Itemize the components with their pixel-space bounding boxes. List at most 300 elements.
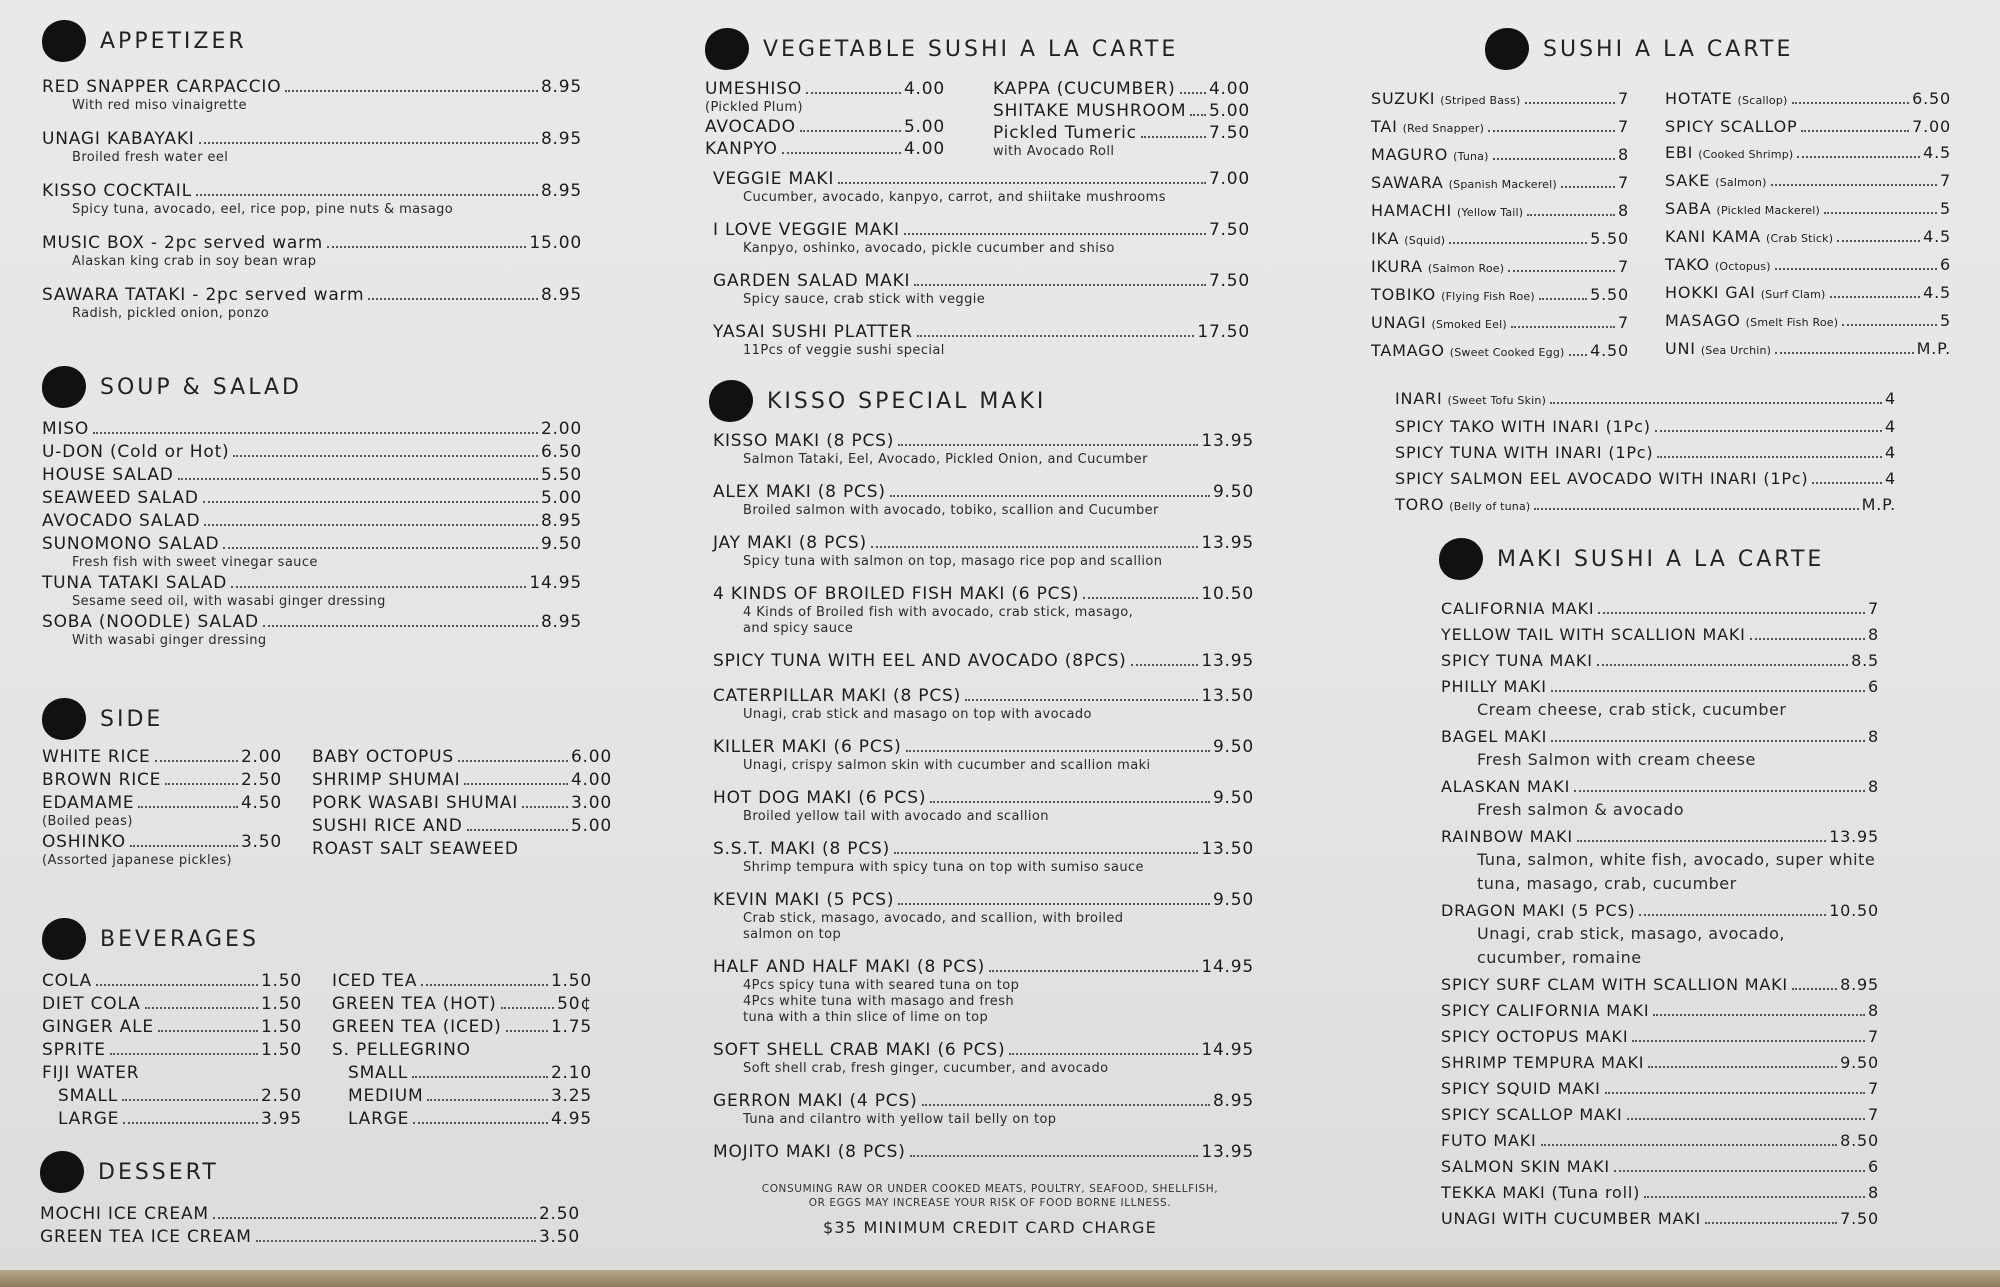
menu-item-price: 8 — [1868, 777, 1879, 796]
menu-item-row — [1441, 1026, 1879, 1048]
menu-item-name: RAINBOW MAKI — [1441, 827, 1573, 846]
menu-item — [713, 270, 1250, 308]
menu-item — [312, 792, 612, 814]
menu-item-description: (Assorted japanese pickles) — [42, 853, 233, 868]
menu-item-price: 17.50 — [1197, 322, 1250, 342]
menu-item — [713, 532, 1254, 570]
soup-salad-section — [42, 360, 582, 650]
menu-item-price: 5.00 — [903, 117, 945, 137]
menu-item-name: Pickled Tumeric — [993, 123, 1137, 143]
menu-item-price: 5 — [1940, 311, 1951, 330]
menu-item-name: VEGGIE MAKI — [713, 169, 835, 189]
menu-item-name: GERRON MAKI (4 PCS) — [713, 1091, 918, 1111]
maki-sushi-section — [1439, 532, 1919, 1234]
menu-item-subtitle: (Smoked Eel) — [1431, 318, 1507, 331]
menu-item — [1371, 228, 1629, 252]
menu-item-row — [1371, 144, 1629, 168]
dotted-leader — [96, 984, 258, 986]
menu-item-name: TEKKA MAKI (Tuna roll) — [1441, 1183, 1641, 1202]
menu-item-name: IKURA — [1371, 257, 1423, 276]
menu-item-description: Unagi, crispy salmon skin with cucumber and scallion maki — [743, 758, 1151, 773]
menu-item-row — [42, 533, 582, 555]
dotted-leader — [1605, 1092, 1865, 1094]
menu-item — [713, 219, 1250, 257]
dotted-leader — [110, 1053, 258, 1055]
dotted-leader — [906, 750, 1210, 752]
sushi-list-right — [1665, 88, 1951, 368]
menu-item-price: 9.50 — [1212, 737, 1254, 757]
sushi-grid — [1371, 88, 1951, 368]
dotted-leader — [1551, 690, 1865, 692]
menu-item — [1441, 726, 1879, 772]
menu-item-price: 1.50 — [260, 971, 302, 991]
menu-item — [1441, 1130, 1879, 1152]
dotted-leader — [910, 1155, 1199, 1157]
dotted-leader — [871, 546, 1198, 548]
dotted-leader — [838, 182, 1206, 184]
dotted-leader — [1655, 430, 1882, 432]
dotted-leader — [1597, 664, 1848, 666]
menu-item-description: Crab stick, masago, avocado, and scallion, with broiled salmon on top — [743, 911, 1124, 942]
menu-item-name: SPICY SCALLOP — [1665, 117, 1798, 136]
menu-item-price: 8.95 — [1840, 975, 1879, 994]
menu-item — [1441, 1104, 1879, 1126]
dotted-leader — [1511, 326, 1615, 328]
menu-item — [42, 1016, 302, 1038]
menu-item-row — [42, 993, 302, 1015]
menu-item — [1441, 676, 1879, 722]
menu-item-description: Salmon Tataki, Eel, Avocado, Pickled Onion, and Cucumber — [743, 452, 1148, 467]
menu-item — [713, 889, 1254, 943]
menu-item-name: SOBA (NOODLE) SALAD — [42, 612, 259, 632]
menu-item-price: 5.50 — [1590, 285, 1629, 304]
dotted-leader — [922, 1104, 1210, 1106]
menu-item-price: 8.95 — [1212, 1091, 1254, 1111]
menu-item-price: 5 — [1940, 199, 1951, 218]
menu-item-name: ALASKAN MAKI — [1441, 777, 1571, 796]
bullet-dot-icon — [42, 918, 86, 960]
section-title: DESSERT — [98, 1159, 219, 1185]
menu-item — [42, 746, 282, 768]
menu-item — [1665, 310, 1951, 334]
bullet-dot-icon — [42, 366, 86, 408]
dotted-leader — [199, 142, 538, 144]
menu-item — [332, 1039, 592, 1061]
menu-item — [1665, 142, 1951, 166]
menu-item-name: MOCHI ICE CREAM — [40, 1204, 209, 1224]
section-title: SIDE — [100, 706, 164, 732]
menu-item-name: KANI KAMA — [1665, 227, 1762, 246]
menu-item-price: 4.00 — [1208, 79, 1250, 99]
menu-item — [1665, 338, 1951, 362]
menu-item-name: S. PELLEGRINO — [332, 1040, 471, 1060]
section-title: KISSO SPECIAL MAKI — [767, 388, 1047, 414]
menu-item-row — [713, 1039, 1254, 1061]
menu-item-price: 7 — [1868, 1079, 1879, 1098]
menu-item-name: KISSO MAKI (8 PCS) — [713, 431, 895, 451]
menu-item-subtitle: (Belly of tuna) — [1449, 500, 1531, 513]
dotted-leader — [1797, 156, 1920, 158]
minimum-charge-note: $35 MINIMUM CREDIT CARD CHARGE — [823, 1218, 1157, 1237]
menu-item — [42, 1062, 302, 1084]
dotted-leader — [1569, 354, 1588, 356]
dotted-leader — [233, 455, 537, 457]
dotted-leader — [1577, 840, 1826, 842]
menu-item-subtitle: (Surf Clam) — [1760, 288, 1826, 301]
menu-item-description: Soft shell crab, fresh ginger, cucumber, and avocado — [743, 1061, 1109, 1076]
menu-item-row — [332, 1016, 592, 1038]
menu-item-price: 13.95 — [1201, 533, 1254, 553]
menu-item-description: Spicy tuna with salmon on top, masago rice pop and scallion — [743, 554, 1163, 569]
menu-item-price: 3.95 — [260, 1109, 302, 1129]
veg-sushi-section — [705, 22, 1250, 372]
menu-item-name: SAWARA — [1371, 173, 1444, 192]
menu-item-row — [1441, 624, 1879, 646]
dotted-leader — [458, 760, 568, 762]
dotted-leader — [467, 829, 568, 831]
section-title: MAKI SUSHI A LA CARTE — [1497, 546, 1825, 572]
menu-item — [1441, 1156, 1879, 1178]
menu-item — [312, 746, 612, 768]
menu-item — [42, 510, 582, 532]
menu-item-row — [1371, 228, 1629, 252]
menu-item-price: 13.95 — [1201, 1142, 1254, 1162]
menu-item-price: 4 — [1885, 389, 1896, 408]
menu-item — [42, 487, 582, 509]
menu-item-description: Fresh Salmon with cream cheese — [1477, 750, 1756, 769]
dotted-leader — [1083, 597, 1198, 599]
menu-item — [705, 138, 945, 160]
menu-item-row — [1665, 198, 1951, 222]
menu-item-row — [1441, 1078, 1879, 1100]
menu-item-row — [312, 769, 612, 791]
section-title: SOUP & SALAD — [100, 374, 302, 400]
menu-item-description: (Boiled peas) — [42, 814, 133, 829]
dotted-leader — [285, 90, 538, 92]
menu-item-subtitle: (Spanish Mackerel) — [1448, 178, 1557, 191]
veg-sushi-grid — [705, 78, 1250, 160]
menu-item-price: 9.50 — [1840, 1053, 1879, 1072]
menu-item — [1665, 116, 1951, 138]
menu-item-row — [1371, 88, 1629, 112]
dotted-leader — [1449, 242, 1587, 244]
menu-item-row — [312, 792, 612, 814]
menu-item-name: HAMACHI — [1371, 201, 1452, 220]
dotted-leader — [522, 806, 568, 808]
menu-item-row — [1441, 1052, 1879, 1074]
menu-item-row — [42, 831, 282, 853]
menu-item-price: 2.00 — [540, 419, 582, 439]
menu-item — [1441, 900, 1879, 970]
dotted-leader — [1190, 114, 1206, 116]
menu-item — [713, 736, 1254, 774]
menu-item — [713, 481, 1254, 519]
kisso-special-section — [709, 374, 1254, 1176]
menu-item-row — [42, 76, 582, 98]
dotted-leader — [1009, 1053, 1198, 1055]
bullet-dot-icon — [705, 28, 749, 70]
menu-item-row — [40, 1203, 580, 1225]
menu-item-name: SMALL — [348, 1063, 409, 1083]
menu-item-name: SALMON SKIN MAKI — [1441, 1157, 1610, 1176]
section-title: VEGETABLE SUSHI A LA CARTE — [763, 36, 1179, 62]
menu-item-row — [42, 1108, 302, 1130]
menu-item-row — [1441, 1182, 1879, 1204]
menu-item-price: 7 — [1618, 173, 1629, 192]
menu-item-name: KILLER MAKI (6 PCS) — [713, 737, 902, 757]
menu-item-row — [1441, 598, 1879, 620]
section-header — [40, 1145, 580, 1199]
menu-item-row — [42, 232, 582, 254]
menu-item-row — [332, 1108, 592, 1130]
dotted-leader — [1539, 298, 1587, 300]
menu-item — [705, 78, 945, 116]
menu-item — [705, 116, 945, 138]
menu-item-price: 13.50 — [1201, 839, 1254, 859]
menu-item-price: 7 — [1868, 1027, 1879, 1046]
menu-item-name: S.S.T. MAKI (8 PCS) — [713, 839, 891, 859]
menu-item — [312, 838, 612, 860]
menu-item-price: 7.50 — [1208, 220, 1250, 240]
dotted-leader — [890, 495, 1210, 497]
menu-item-row — [1371, 256, 1629, 280]
menu-item — [1395, 468, 1896, 490]
menu-item-name: SAKE — [1665, 171, 1711, 190]
menu-item-name: SOFT SHELL CRAB MAKI (6 PCS) — [713, 1040, 1006, 1060]
menu-item-price: 8 — [1868, 625, 1879, 644]
menu-item-description: With red miso vinaigrette — [72, 98, 247, 113]
menu-item-row — [42, 746, 282, 768]
dotted-leader — [158, 1030, 258, 1032]
menu-item — [1665, 226, 1951, 250]
dotted-leader — [1131, 664, 1199, 666]
menu-item-price: 7 — [1940, 171, 1951, 190]
menu-item-name: BABY OCTOPUS — [312, 747, 454, 767]
menu-item-row — [713, 481, 1254, 503]
menu-item-price: 8 — [1868, 1001, 1879, 1020]
menu-item-name: SPICY TUNA WITH INARI (1Pc) — [1395, 443, 1654, 462]
dotted-leader — [1561, 186, 1615, 188]
menu-item — [1665, 282, 1951, 306]
menu-item-price: 8.95 — [540, 181, 582, 201]
menu-item-row — [713, 270, 1250, 292]
menu-item-row — [42, 769, 282, 791]
menu-item-subtitle: (Scallop) — [1737, 94, 1788, 107]
dotted-leader — [1771, 184, 1937, 186]
menu-item-row — [1441, 1104, 1879, 1126]
menu-item-price: 6 — [1940, 255, 1951, 274]
menu-item-name: CALIFORNIA MAKI — [1441, 599, 1595, 618]
dotted-leader — [1527, 214, 1615, 216]
menu-item-row — [42, 1062, 302, 1084]
menu-item-subtitle: (Pickled Mackerel) — [1716, 204, 1821, 217]
menu-item — [332, 1016, 592, 1038]
menu-item — [1441, 1026, 1879, 1048]
side-list-right — [312, 746, 612, 870]
table-edge — [0, 1270, 2000, 1287]
menu-item-row — [713, 685, 1254, 707]
menu-item — [1441, 776, 1879, 822]
menu-item-row — [1395, 388, 1896, 412]
menu-item — [713, 1141, 1254, 1163]
menu-item-price: 8 — [1868, 727, 1879, 746]
menu-item-row — [713, 532, 1254, 554]
dotted-leader — [1551, 740, 1865, 742]
dotted-leader — [427, 1099, 548, 1101]
menu-item-price: 5.00 — [1208, 101, 1250, 121]
menu-item — [332, 1108, 592, 1130]
menu-item — [42, 1108, 302, 1130]
menu-item — [40, 1203, 580, 1225]
menu-item-price: 4.95 — [550, 1109, 592, 1129]
menu-item-name: DRAGON MAKI (5 PCS) — [1441, 901, 1636, 920]
menu-item — [1371, 200, 1629, 224]
dotted-leader — [145, 1007, 258, 1009]
dotted-leader — [231, 586, 526, 588]
dotted-leader — [1627, 1118, 1866, 1120]
menu-item — [1441, 1208, 1879, 1230]
menu-item — [1371, 88, 1629, 112]
menu-item — [42, 128, 582, 166]
menu-item-price: 3.00 — [570, 793, 612, 813]
menu-item-row — [1371, 116, 1629, 140]
menu-item-price: 2.00 — [240, 747, 282, 767]
menu-item-price: 1.50 — [260, 1017, 302, 1037]
menu-item-name: HALF AND HALF MAKI (8 PCS) — [713, 957, 986, 977]
menu-item — [312, 769, 612, 791]
menu-item-row — [1441, 1130, 1879, 1152]
menu-item — [1665, 170, 1951, 194]
menu-item-row — [1441, 776, 1879, 798]
menu-item-row — [1371, 340, 1629, 364]
appetizer-section — [42, 14, 582, 336]
menu-item-name: GARDEN SALAD MAKI — [713, 271, 911, 291]
dotted-leader — [1792, 988, 1837, 990]
side-list-left — [42, 746, 282, 870]
dessert-section — [40, 1145, 580, 1249]
menu-item-name: I LOVE VEGGIE MAKI — [713, 220, 900, 240]
menu-item-name: SUNOMONO SALAD — [42, 534, 220, 554]
section-title: APPETIZER — [100, 28, 247, 54]
menu-item-name: UMESHISO — [705, 79, 803, 99]
bullet-dot-icon — [40, 1151, 84, 1193]
dotted-leader — [155, 760, 238, 762]
dotted-leader — [256, 1240, 536, 1242]
dotted-leader — [223, 547, 538, 549]
menu-item-name: ICED TEA — [332, 971, 418, 991]
menu-item-row — [42, 1085, 302, 1107]
menu-item-row — [1371, 284, 1629, 308]
menu-item — [1441, 1078, 1879, 1100]
menu-item-row — [1371, 312, 1629, 336]
menu-item — [1395, 388, 1896, 412]
menu-item-name: LARGE — [58, 1109, 120, 1129]
menu-item-row — [713, 1141, 1254, 1163]
menu-item-name: AVOCADO SALAD — [42, 511, 201, 531]
menu-item-price: 10.50 — [1201, 584, 1254, 604]
dotted-leader — [412, 1076, 548, 1078]
dotted-leader — [1775, 352, 1913, 354]
menu-item-subtitle: (Smelt Fish Roe) — [1745, 316, 1839, 329]
menu-item-price: 6.00 — [570, 747, 612, 767]
menu-item-name: MUSIC BOX - 2pc served warm — [42, 233, 323, 253]
menu-item-name: BROWN RICE — [42, 770, 162, 790]
menu-item-name: SPICY SURF CLAM WITH SCALLION MAKI — [1441, 975, 1788, 994]
menu-item-name: OSHINKO — [42, 832, 126, 852]
menu-item-row — [705, 138, 945, 160]
menu-item-price: 7.00 — [1912, 117, 1951, 136]
menu-item — [713, 838, 1254, 876]
menu-item-price: 4.50 — [240, 793, 282, 813]
menu-item-description: Sesame seed oil, with wasabi ginger dressing — [72, 594, 386, 609]
menu-item-description: Unagi, crab stick, masago, avocado, cucumber, romaine — [1477, 924, 1785, 967]
menu-item-name: EDAMAME — [42, 793, 135, 813]
menu-item-price: 7 — [1618, 117, 1629, 136]
menu-item-row — [42, 510, 582, 532]
menu-item-row — [1665, 254, 1951, 278]
menu-item-description: 11Pcs of veggie sushi special — [743, 343, 945, 358]
menu-item-row — [1441, 1208, 1879, 1230]
menu-item — [713, 1039, 1254, 1077]
menu-item-price: 2.10 — [550, 1063, 592, 1083]
menu-item-row — [1441, 900, 1879, 922]
side-section — [42, 692, 612, 870]
dotted-leader — [213, 1217, 536, 1219]
menu-item-price: 1.50 — [550, 971, 592, 991]
menu-item-price: 4 — [1885, 469, 1896, 488]
menu-item-row — [42, 487, 582, 509]
menu-item-name: SUSHI RICE AND — [312, 816, 463, 836]
menu-item-name: FUTO MAKI — [1441, 1131, 1537, 1150]
dotted-leader — [1493, 158, 1615, 160]
menu-item-row — [1665, 338, 1951, 362]
dotted-leader — [506, 1030, 548, 1032]
menu-item-name: SHRIMP SHUMAI — [312, 770, 461, 790]
menu-item-price: 8 — [1868, 1183, 1879, 1202]
menu-item-name: AVOCADO — [705, 117, 796, 137]
menu-item-row — [1441, 676, 1879, 698]
menu-item — [713, 956, 1254, 1026]
menu-item-price: 8.95 — [540, 511, 582, 531]
dotted-leader — [1508, 270, 1615, 272]
dotted-leader — [1488, 130, 1615, 132]
menu-item-name: TAMAGO — [1371, 341, 1445, 360]
menu-item — [42, 232, 582, 270]
menu-item — [42, 611, 582, 649]
menu-item-subtitle: (Tuna) — [1453, 150, 1489, 163]
menu-item-row — [1665, 116, 1951, 138]
menu-item-price: 6.50 — [540, 442, 582, 462]
menu-item-name: UNAGI WITH CUCUMBER MAKI — [1441, 1209, 1701, 1228]
dotted-leader — [917, 335, 1195, 337]
menu-item-row — [1665, 170, 1951, 194]
menu-item — [40, 1226, 580, 1248]
menu-item-row — [1441, 826, 1879, 848]
menu-item-name: GREEN TEA ICE CREAM — [40, 1227, 252, 1247]
menu-item-description: 4 Kinds of Broiled fish with avocado, crab stick, masago, and spicy sauce — [743, 605, 1134, 636]
dotted-leader — [1792, 102, 1910, 104]
menu-item-subtitle: (Sea Urchin) — [1700, 344, 1772, 357]
menu-item — [713, 430, 1254, 468]
menu-item-price: 13.50 — [1201, 686, 1254, 706]
dotted-leader — [196, 194, 538, 196]
dotted-leader — [1653, 1014, 1865, 1016]
menu-item-row — [40, 1226, 580, 1248]
menu-item-subtitle: (Salmon Roe) — [1427, 262, 1505, 275]
menu-item-row — [1441, 1156, 1879, 1178]
menu-item-name: FIJI WATER — [42, 1063, 140, 1083]
menu-item-name: EBI — [1665, 143, 1694, 162]
